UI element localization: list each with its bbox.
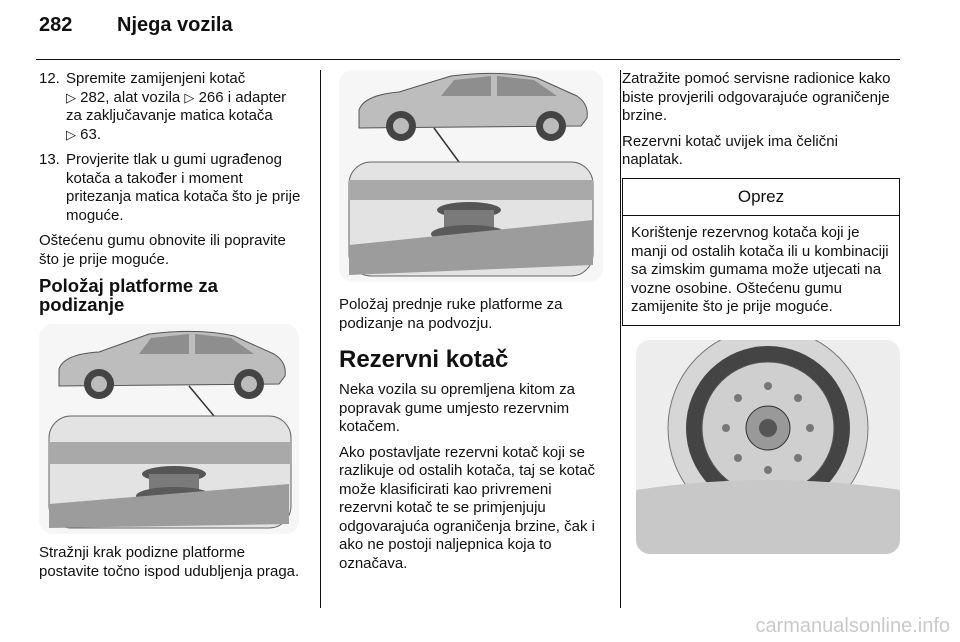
paragraph: Rezervni kotač uvijek ima čelični naplatak. — [622, 132, 838, 168]
spare-wheel-figure — [636, 340, 900, 554]
paragraph: Zatražite pomoć servisne radionice kako biste provjerili odgovarajuće ograničenje brzine. — [622, 70, 891, 124]
section-heading: Položaj platforme za podizanje — [39, 275, 218, 315]
column-3 — [622, 70, 900, 554]
column-2 — [339, 70, 604, 580]
list-text: za zaključavanje matica kotača — [66, 107, 273, 124]
caution-text: Korištenje rezervnog kotača koji je manji od ostalih kotača ili u kombinaciji sa zimskim gumama može utjecati na vozne osobine. Oštećenu gumu zamijenite što je prije moguće. — [631, 224, 889, 315]
caution-title: Oprez — [623, 179, 899, 217]
front-lift-figure — [339, 70, 603, 282]
list-text: Provjerite tlak u gumi ugrađenog kotača a također i moment pritezanja matica kotača što je prije moguće. — [66, 151, 301, 224]
list-number: 12. — [39, 70, 60, 87]
page-ref[interactable]: 63. — [80, 125, 102, 143]
list-number: 13. — [39, 151, 60, 168]
figure-caption: Položaj prednje ruke platforme za podizanje na podvozju. — [339, 296, 563, 332]
rear-lift-figure — [39, 324, 299, 534]
paragraph: Oštećenu gumu obnovite ili popravite što je prije moguće. — [39, 232, 286, 268]
caution-box — [622, 178, 900, 326]
section-heading: Rezervni kotač — [339, 346, 509, 373]
arrow-ref-icon: ▷ — [184, 89, 195, 105]
page-ref[interactable]: 282 — [80, 88, 106, 106]
list-text: , alat vozila — [105, 88, 185, 106]
column-divider — [320, 70, 321, 608]
arrow-ref-icon: ▷ — [66, 89, 76, 105]
paragraph: Ako postavljate rezervni kotač koji se razlikuje od ostalih kotača, taj se kotač može klasificirati kao privremeni rezervni kotač te se primjenjuju odgovarajuća ograničenja brzine, čak i ako ne postoji naljepnica koja to označava. — [339, 443, 595, 572]
list-text: i adapter — [223, 88, 287, 106]
page-ref[interactable]: 266 — [198, 88, 224, 106]
list-item — [39, 70, 301, 144]
figure-caption: Stražnji krak podizne platforme postavite točno ispod udubljenja praga. — [39, 544, 300, 580]
arrow-ref-icon: ▷ — [66, 126, 76, 142]
page-number: 282 — [39, 14, 73, 36]
column-1 — [39, 70, 301, 588]
watermark: carmanualsonline.info — [755, 615, 950, 637]
column-divider — [620, 70, 621, 608]
list-text: Spremite zamijenjeni kotač — [66, 70, 246, 87]
header-rule — [36, 59, 900, 60]
page-header — [39, 14, 233, 37]
list-item — [39, 151, 301, 225]
page-title: Njega vozila — [117, 14, 233, 36]
paragraph: Neka vozila su opremljena kitom za popravak gume umjesto rezervnim kotačem. — [339, 381, 575, 435]
